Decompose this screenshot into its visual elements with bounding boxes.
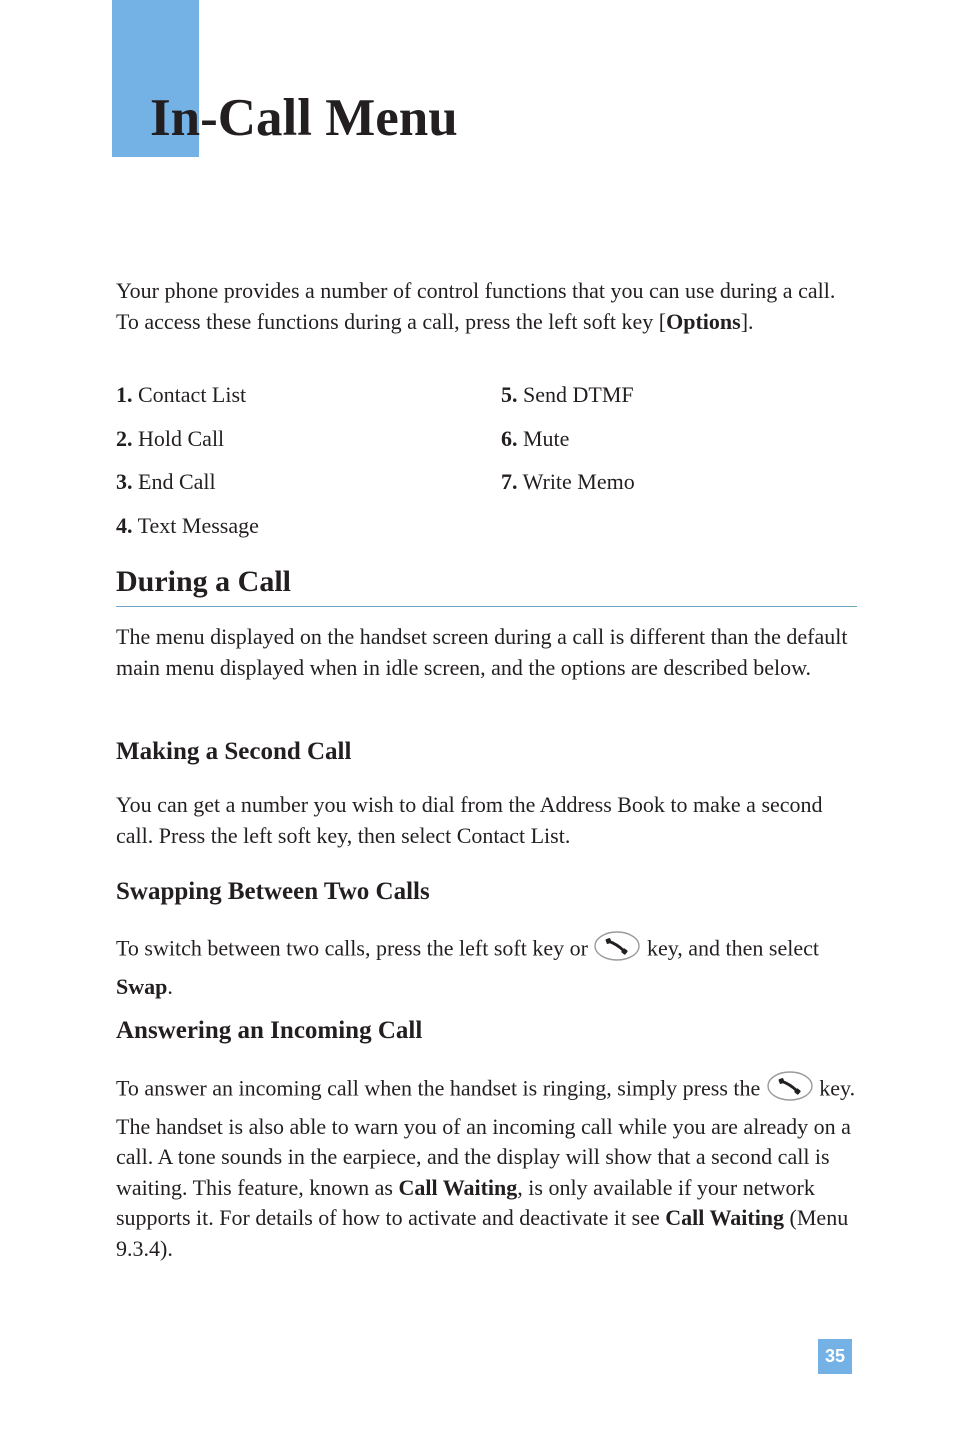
answering-text-middle2: , is only available if your network supports it. For details of how to activate and deactivate it see xyxy=(116,1174,815,1230)
list-item-label: End Call xyxy=(138,469,216,494)
answering-text-after: (Menu 9.3.4). xyxy=(116,1205,849,1261)
list-item xyxy=(116,380,246,410)
list-item-label: Write Memo xyxy=(522,469,635,494)
list-item-label: Text Message xyxy=(137,513,259,538)
during-call-paragraph: The menu displayed on the handset screen during a call is different than the default main menu displayed when in idle screen, and the options are described below. xyxy=(116,624,848,680)
list-item xyxy=(501,467,635,497)
list-item xyxy=(501,380,634,410)
list-item-label: Hold Call xyxy=(138,426,225,451)
list-item-label: Contact List xyxy=(138,382,247,407)
answering-text-middle: key. The handset is also able to warn you of an incoming call while you are already on a call. A tone sounds in the earpiece, and the display will show that a second call is waiting. This feature, known as xyxy=(116,1075,856,1200)
intro-paragraph xyxy=(116,276,861,337)
page-title: In-Call Menu xyxy=(150,89,458,147)
swapping-heading: Swapping Between Two Calls xyxy=(116,878,430,905)
swap-label: Swap xyxy=(116,973,168,999)
send-key-icon xyxy=(766,1069,814,1112)
list-item-label: Mute xyxy=(523,426,570,451)
list-item xyxy=(501,424,569,454)
answering-heading: Answering an Incoming Call xyxy=(116,1017,423,1044)
list-item-number: 1. xyxy=(116,382,133,407)
during-call-heading: During a Call xyxy=(116,565,292,598)
list-item-number: 5. xyxy=(501,382,518,407)
call-waiting-ref: Call Waiting xyxy=(665,1205,785,1230)
intro-text-after: ]. xyxy=(740,308,754,334)
options-label: Options xyxy=(666,308,741,334)
section-divider xyxy=(116,606,857,607)
list-item-number: 4. xyxy=(116,513,133,538)
list-item-number: 3. xyxy=(116,469,133,494)
list-item-number: 6. xyxy=(501,426,518,451)
swapping-paragraph xyxy=(116,929,861,1002)
second-call-heading: Making a Second Call xyxy=(116,738,352,765)
call-waiting-label: Call Waiting xyxy=(398,1174,518,1200)
swapping-text-middle: key, and then select xyxy=(641,935,820,961)
second-call-paragraph: You can get a number you wish to dial from the Address Book to make a second call. Press the left soft key, then select Contact List. xyxy=(116,792,823,848)
list-item xyxy=(116,424,224,454)
page-number: 35 xyxy=(818,1339,852,1374)
swapping-text-before: To switch between two calls, press the left soft key or xyxy=(116,935,594,961)
swapping-text-after: . xyxy=(167,973,173,999)
intro-text-before: Your phone provides a number of control functions that you can use during a call. To access these functions during a call, press the left soft key [ xyxy=(116,278,836,334)
list-item-number: 2. xyxy=(116,426,133,451)
list-item xyxy=(116,511,259,541)
list-item xyxy=(116,467,216,497)
list-item-number: 7. xyxy=(501,469,518,494)
list-item-label: Send DTMF xyxy=(523,382,634,407)
send-key-icon xyxy=(593,929,641,972)
answering-text-before: To answer an incoming call when the handset is ringing, simply press the xyxy=(116,1075,766,1101)
answering-paragraph xyxy=(116,1069,861,1264)
